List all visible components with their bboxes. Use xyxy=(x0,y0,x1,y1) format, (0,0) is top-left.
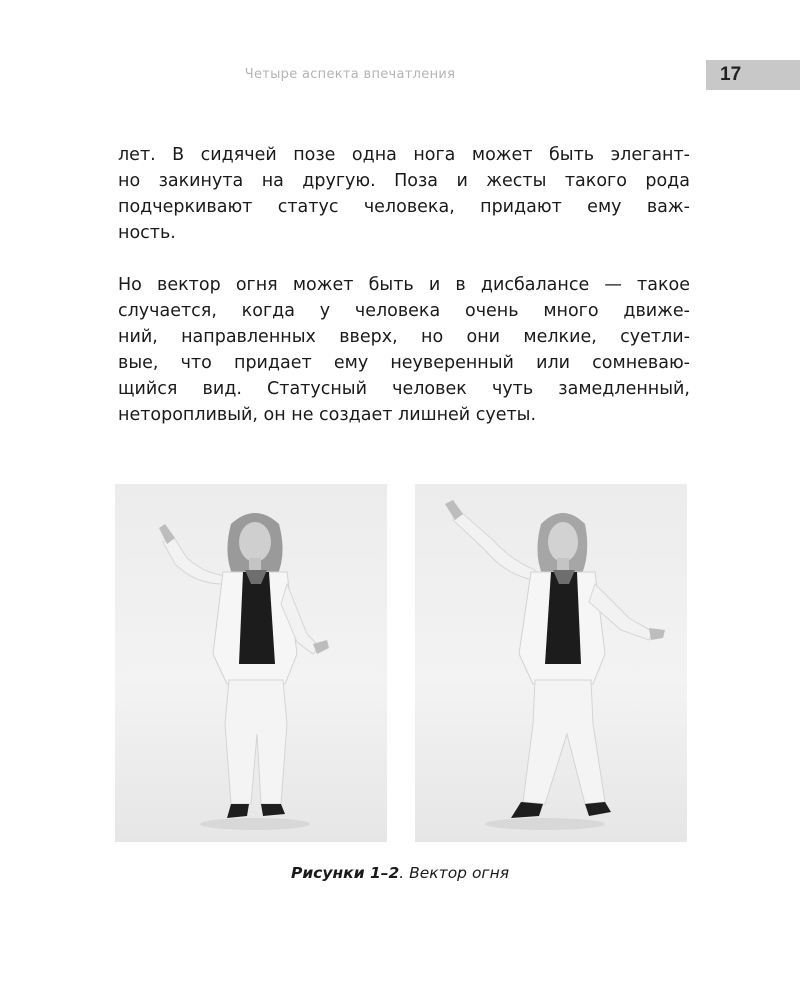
paragraph xyxy=(118,142,690,246)
text-line: лет. В сидячей позе одна нога может быть элегант- xyxy=(118,145,690,165)
page-number: 17 xyxy=(720,64,742,85)
woman-figure-illustration xyxy=(415,484,687,842)
text-line: вые, что придает ему неуверенный или сомневаю- xyxy=(118,353,690,373)
text-line: щийся вид. Статусный человек чуть замедленный, xyxy=(118,379,690,399)
text-line: ний, направленных вверх, но они мелкие, суетли- xyxy=(118,327,690,347)
text-line: случается, когда у человека очень много движе- xyxy=(118,301,690,321)
text-line: подчеркивают статус человека, придают ему важ- xyxy=(118,197,690,217)
photo-woman-pose-1 xyxy=(115,484,387,842)
body-text xyxy=(118,142,690,428)
photo-woman-pose-2 xyxy=(415,484,687,842)
running-head: Четыре аспекта впечатления xyxy=(244,67,456,82)
text-line: неторопливый, он не создает лишней суеты. xyxy=(118,405,537,425)
text-line: ность. xyxy=(118,223,176,243)
page-number-tab xyxy=(706,60,800,90)
paragraph xyxy=(118,272,690,428)
figure-caption-text: . Вектор огня xyxy=(399,864,510,882)
figure-caption-label: Рисунки 1–2 xyxy=(290,864,400,882)
woman-figure-illustration xyxy=(115,484,387,842)
text-line: но закинута на другую. Поза и жесты такого рода xyxy=(118,171,690,191)
figure-caption xyxy=(0,864,800,882)
text-line: Но вектор огня может быть и в дисбалансе — такое xyxy=(118,275,690,295)
